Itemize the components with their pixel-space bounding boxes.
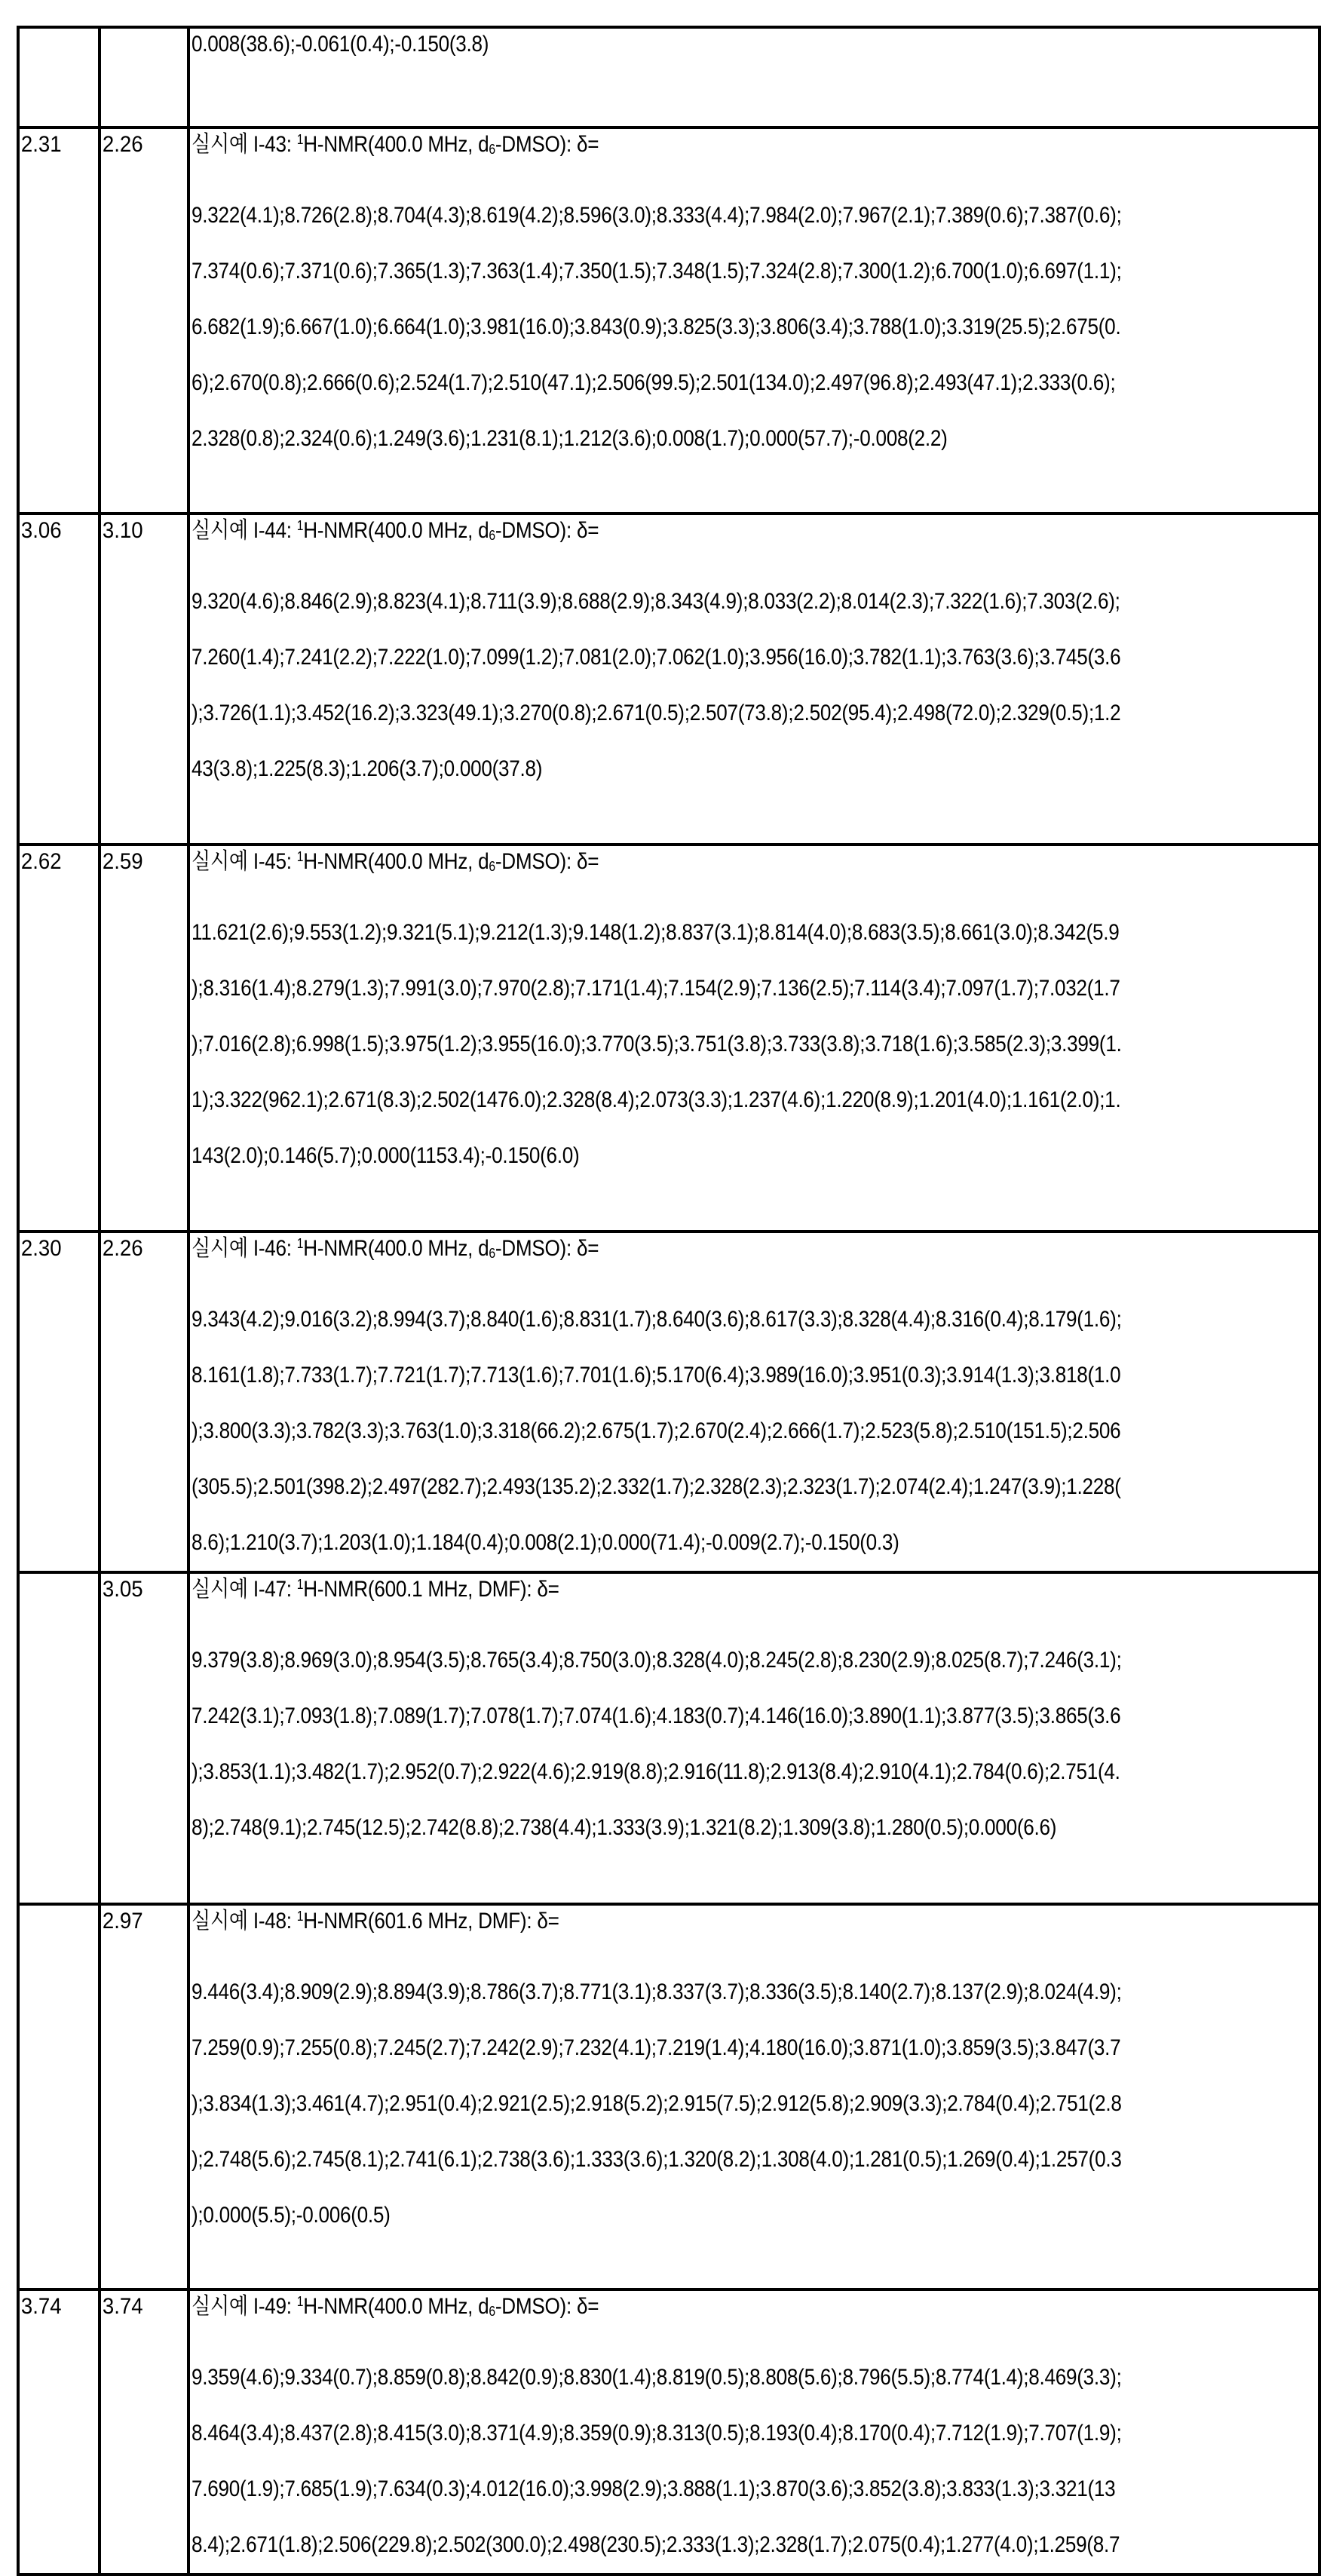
value-2: 3.05: [102, 1577, 143, 1602]
header-example: 실시예 I-47:: [192, 1577, 297, 1602]
shift-line: );2.748(5.6);2.745(8.1);2.741(6.1);2.738(3.6);1.333(3.6);1.320(8.2);1.308(4.0);1.281(0.5);1.269(0.4);1.257(0.3: [192, 2147, 1122, 2172]
header-solvent: -DMSO): δ=: [495, 1236, 599, 1261]
header-sub: 6: [489, 142, 495, 157]
example-header: [192, 1236, 1172, 1292]
shift-line: 8.161(1.8);7.733(1.7);7.721(1.7);7.713(1.6);7.701(1.6);5.170(6.4);3.989(16.0);3.951(0.3);3.914(1.3);3.818(1.0: [192, 1363, 1121, 1388]
shift-line: );3.726(1.1);3.452(16.2);3.323(49.1);3.270(0.8);2.671(0.5);2.507(73.8);2.502(95.4);2.498(72.0);2.329(0.5);1.2: [192, 701, 1121, 725]
shift-line: (305.5);2.501(398.2);2.497(282.7);2.493(135.2);2.332(1.7);2.328(2.3);2.323(1.7);2.074(2.4);1.247(3.9);1.228(: [192, 1474, 1121, 1499]
shift-line: 9.343(4.2);9.016(3.2);8.994(3.7);8.840(1.6);8.831(1.7);8.640(3.6);8.617(3.3);8.328(4.4);8.316(0.4);8.179(1.6);: [192, 1307, 1122, 1332]
value-cell-2: [100, 514, 188, 845]
nmr-cell: [188, 1904, 1319, 2289]
header-solvent: -DMSO): δ=: [495, 849, 599, 874]
shift-line: 6.682(1.9);6.667(1.0);6.664(1.0);3.981(16.0);3.843(0.9);3.825(3.3);3.806(3.4);3.788(1.0);3.319(25.5);2.675(0.: [192, 314, 1121, 339]
table-row: [18, 1904, 1319, 2289]
header-example: 실시예 I-43:: [192, 132, 297, 157]
value-2: 2.97: [102, 1909, 143, 1934]
value-2: 3.74: [102, 2294, 143, 2319]
shift-line: 8.6);1.210(3.7);1.203(1.0);1.184(0.4);0.008(2.1);0.000(71.4);-0.009(2.7);-0.150(0.3): [192, 1530, 899, 1555]
shift-line: 7.260(1.4);7.241(2.2);7.222(1.0);7.099(1.2);7.081(2.0);7.062(1.0);3.956(16.0);3.782(1.1);3.763(3.6);3.745(3.6: [192, 645, 1121, 670]
header-sup: 1: [296, 849, 304, 864]
value-cell-1: [18, 127, 100, 514]
example-header: [192, 132, 1172, 188]
shift-line: 9.320(4.6);8.846(2.9);8.823(4.1);8.711(3.9);8.688(2.9);8.343(4.9);8.033(2.2);8.014(2.3);7.322(1.6);7.303(2.6);: [192, 589, 1120, 614]
shift-line: 9.322(4.1);8.726(2.8);8.704(4.3);8.619(4.2);8.596(3.0);8.333(4.4);7.984(2.0);7.967(2.1);7.389(0.6);7.387(0.6);: [192, 203, 1122, 228]
header-nmr: H-NMR(600.1 MHz, DMF): δ=: [303, 1577, 559, 1602]
header-nmr: H-NMR(400.0 MHz, d: [303, 849, 489, 874]
value-cell-1: [18, 845, 100, 1231]
header-example: 실시예 I-46:: [192, 1236, 297, 1261]
shift-line: 9.359(4.6);9.334(0.7);8.859(0.8);8.842(0.9);8.830(1.4);8.819(0.5);8.808(5.6);8.796(5.5);8.774(1.4);8.469(3.3);: [192, 2365, 1122, 2390]
table-row: [18, 2289, 1319, 2574]
nmr-text: [190, 846, 1318, 1184]
nmr-cell: [188, 2289, 1319, 2574]
value-1: [20, 29, 92, 32]
header-nmr: H-NMR(400.0 MHz, d: [303, 132, 489, 157]
value-2: 3.10: [102, 518, 143, 543]
header-solvent: -DMSO): δ=: [495, 518, 599, 543]
table-row: [18, 1231, 1319, 1572]
value-cell-2: [100, 1904, 188, 2289]
nmr-cell: [188, 1231, 1319, 1572]
shift-line: 7.374(0.6);7.371(0.6);7.365(1.3);7.363(1.4);7.350(1.5);7.348(1.5);7.324(2.8);7.300(1.2);6.700(1.0);6.697(1.1);: [192, 259, 1122, 284]
shift-line: 9.446(3.4);8.909(2.9);8.894(3.9);8.786(3.7);8.771(3.1);8.337(3.7);8.336(3.5);8.140(2.7);8.137(2.9);8.024(4.9);: [192, 1980, 1122, 2004]
value-1: [20, 1906, 92, 1909]
header-sub: 6: [489, 1246, 495, 1261]
value-1: 2.30: [20, 1236, 62, 1261]
nmr-text: [190, 1906, 1318, 2243]
shift-line: 1);3.322(962.1);2.671(8.3);2.502(1476.0);2.328(8.4);2.073(3.3);1.237(4.6);1.220(8.9);1.201(4.0);1.161(2.0);1.: [192, 1087, 1121, 1112]
shift-line: );8.316(1.4);8.279(1.3);7.991(3.0);7.970(2.8);7.171(1.4);7.154(2.9);7.136(2.5);7.114(3.4);7.097(1.7);7.032(1.7: [192, 976, 1120, 1001]
table-row: [18, 845, 1319, 1231]
header-example: 실시예 I-44:: [192, 518, 297, 543]
header-nmr: H-NMR(601.6 MHz, DMF): δ=: [303, 1909, 559, 1934]
header-nmr: H-NMR(400.0 MHz, d: [303, 518, 489, 543]
nmr-cell: [188, 127, 1319, 514]
value-1: 2.62: [20, 849, 62, 874]
table-row: [18, 127, 1319, 514]
shift-line: 9.379(3.8);8.969(3.0);8.954(3.5);8.765(3.4);8.750(3.0);8.328(4.0);8.245(2.8);8.230(2.9);8.025(8.7);7.246(3.1);: [192, 1648, 1122, 1673]
table-row: [18, 1572, 1319, 1904]
header-solvent: -DMSO): δ=: [495, 2294, 599, 2319]
shift-line: 143(2.0);0.146(5.7);0.000(1153.4);-0.150(6.0): [192, 1143, 580, 1168]
example-header: [192, 1577, 1172, 1633]
shift-line: );7.016(2.8);6.998(1.5);3.975(1.2);3.955(16.0);3.770(3.5);3.751(3.8);3.733(3.8);3.718(1.6);3.585(2.3);3.399(1.: [192, 1032, 1122, 1056]
nmr-cell: [188, 845, 1319, 1231]
value-cell-1: [18, 27, 100, 127]
shift-line: );0.000(5.5);-0.006(0.5): [192, 2203, 391, 2228]
header-sup: 1: [296, 2294, 304, 2309]
value-1: [20, 1574, 92, 1577]
nmr-cell: [188, 514, 1319, 845]
value-cell-2: [100, 2289, 188, 2574]
value-cell-1: [18, 1904, 100, 2289]
header-sub: 6: [489, 528, 495, 543]
header-sup: 1: [296, 132, 304, 147]
header-sup: 1: [296, 518, 304, 533]
value-2: [101, 29, 180, 32]
value-cell-1: [18, 514, 100, 845]
shift-line: 7.259(0.9);7.255(0.8);7.245(2.7);7.242(2.9);7.232(4.1);7.219(1.4);4.180(16.0);3.871(1.0);3.859(3.5);3.847(3.7: [192, 2035, 1121, 2060]
value-2: 2.26: [102, 1236, 143, 1261]
value-2: 2.59: [102, 849, 143, 874]
nmr-cell: [188, 27, 1319, 127]
header-sup: 1: [296, 1909, 304, 1924]
nmr-text: [190, 29, 1318, 87]
shift-line: 0.008(38.6);-0.061(0.4);-0.150(3.8): [192, 32, 489, 57]
shift-line: 11.621(2.6);9.553(1.2);9.321(5.1);9.212(1.3);9.148(1.2);8.837(3.1);8.814(4.0);8.683(3.5);8.661(3.0);8.342(5.9: [192, 920, 1120, 945]
value-1: 3.06: [20, 518, 62, 543]
shift-line: 8.464(3.4);8.437(2.8);8.415(3.0);8.371(4.9);8.359(0.9);8.313(0.5);8.193(0.4);8.170(0.4);7.712(1.9);7.707(1.9);: [192, 2421, 1122, 2446]
shift-line: 43(3.8);1.225(8.3);1.206(3.7);0.000(37.8): [192, 756, 543, 781]
shift-line: 8.4);2.671(1.8);2.506(229.8);2.502(300.0);2.498(230.5);2.333(1.3);2.328(1.7);2.075(0.4);1.277(4.0);1.259(8.7: [192, 2532, 1120, 2557]
value-1: 2.31: [20, 132, 62, 157]
table-row: [18, 514, 1319, 845]
value-cell-2: [100, 845, 188, 1231]
shift-line: 7.242(3.1);7.093(1.8);7.089(1.7);7.078(1.7);7.074(1.6);4.183(0.7);4.146(16.0);3.890(1.1);3.877(3.5);3.865(3.6: [192, 1704, 1121, 1728]
nmr-text: [190, 1233, 1318, 1571]
shift-line: 6);2.670(0.8);2.666(0.6);2.524(1.7);2.510(47.1);2.506(99.5);2.501(134.0);2.497(96.8);2.493(47.1);2.333(0.6);: [192, 370, 1116, 395]
value-cell-2: [100, 1231, 188, 1572]
example-header: [192, 849, 1172, 905]
value-cell-2: [100, 127, 188, 514]
nmr-text: [190, 129, 1318, 467]
header-example: 실시예 I-45:: [192, 849, 297, 874]
value-cell-2: [100, 27, 188, 127]
example-header: [192, 518, 1172, 574]
header-nmr: H-NMR(400.0 MHz, d: [303, 2294, 489, 2319]
shift-line: 2.328(0.8);2.324(0.6);1.249(3.6);1.231(8.1);1.212(3.6);0.008(1.7);0.000(57.7);-0.008(2.2): [192, 426, 948, 451]
header-sub: 6: [489, 859, 495, 874]
nmr-text: [190, 515, 1318, 797]
header-nmr: H-NMR(400.0 MHz, d: [303, 1236, 489, 1261]
header-example: 실시예 I-49:: [192, 2294, 297, 2319]
header-sup: 1: [296, 1236, 304, 1251]
shift-line: );3.834(1.3);3.461(4.7);2.951(0.4);2.921(2.5);2.918(5.2);2.915(7.5);2.912(5.8);2.909(3.3);2.784(0.4);2.751(2.8: [192, 2091, 1122, 2116]
nmr-cell: [188, 1572, 1319, 1904]
header-sup: 1: [296, 1577, 304, 1592]
value-cell-1: [18, 1231, 100, 1572]
value-cell-1: [18, 1572, 100, 1904]
header-example: 실시예 I-48:: [192, 1909, 297, 1934]
shift-line: );3.853(1.1);3.482(1.7);2.952(0.7);2.922(4.6);2.919(8.8);2.916(11.8);2.913(8.4);2.910(4.1);2.784(0.6);2.751(4.: [192, 1759, 1120, 1784]
shift-line: 7.690(1.9);7.685(1.9);7.634(0.3);4.012(16.0);3.998(2.9);3.888(1.1);3.870(3.6);3.852(3.8);3.833(1.3);3.321(13: [192, 2476, 1116, 2501]
nmr-text: [190, 1574, 1318, 1856]
shift-line: );3.800(3.3);3.782(3.3);3.763(1.0);3.318(66.2);2.675(1.7);2.670(2.4);2.666(1.7);2.523(5.8);2.510(151.5);2.506: [192, 1418, 1121, 1443]
value-cell-1: [18, 2289, 100, 2574]
shift-line: 8);2.748(9.1);2.745(12.5);2.742(8.8);2.738(4.4);1.333(3.9);1.321(8.2);1.309(3.8);1.280(0.5);0.000(6.6): [192, 1815, 1057, 1840]
value-2: 2.26: [102, 132, 143, 157]
header-sub: 6: [489, 2304, 495, 2319]
nmr-data-table: [17, 26, 1321, 2576]
header-solvent: -DMSO): δ=: [495, 132, 599, 157]
value-1: 3.74: [20, 2294, 62, 2319]
value-cell-2: [100, 1572, 188, 1904]
example-header: [192, 2294, 1172, 2350]
table-row: [18, 27, 1319, 127]
nmr-text: [190, 2291, 1318, 2573]
document-page: [17, 26, 1318, 2576]
example-header: [192, 1909, 1172, 1964]
